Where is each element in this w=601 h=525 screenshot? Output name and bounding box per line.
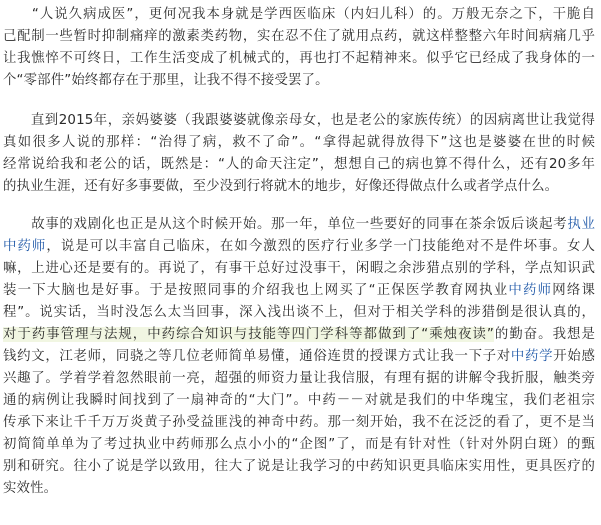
text-line <box>3 110 595 132</box>
text-segment: 网络课 <box>552 283 595 298</box>
keyword-link[interactable]: 中药学 <box>510 349 554 364</box>
text-line <box>3 4 595 26</box>
text-line <box>3 280 595 302</box>
text-line <box>3 70 595 92</box>
text-segment: “人说久病成医”，更何况我本身就是学西医临床（内妇儿科）的。万般无奈之下，干脆自 <box>3 7 595 22</box>
text-line <box>3 412 595 434</box>
text-segment: 嘛，上进心还是要有的。再说了，有事干总好过没事干，闲暇之余涉猎点别的学科，学点知识武 <box>3 261 595 276</box>
text-line <box>3 346 595 368</box>
text-line <box>3 258 595 280</box>
text-line <box>3 390 595 412</box>
text-segment: 兴趣了。学着学着忽然眼前一亮，超强的师资力量让我信服，有理有据的讲解令我折服，触类旁 <box>3 371 595 386</box>
text-segment: 初简简单单为了考过执业中药师那么点小小的“企图”了，而是有针对性（针对外阴白斑）的甄 <box>3 437 595 452</box>
text-segment: 开始感 <box>553 349 595 364</box>
paragraph-3 <box>3 214 595 500</box>
text-line <box>3 132 595 154</box>
text-segment: 实效性。 <box>3 481 58 496</box>
text-line <box>3 176 595 198</box>
text-line <box>3 478 595 500</box>
text-segment: 让我憔悴不可终日，工作生活变成了机械式的，再也打不起精神来。似乎它已经成了我身体的一 <box>3 51 595 66</box>
text-segment: 故事的戏剧化也正是从这个时候开始。那一年，单位一些要好的同事在茶余饭后谈起考 <box>3 217 568 232</box>
paragraph-1 <box>3 4 595 92</box>
text-segment: 程”。说实话，当时没怎么太当回事，深入浅出谈不上，但对于相关学科的涉猎倒是很认真的， <box>3 305 595 320</box>
keyword-link[interactable]: 执业 <box>567 217 595 232</box>
text-segment: ，说是可以丰富自己临床，在如今激烈的医疗行业多学一门技能绝对不是件坏事。女人 <box>46 239 595 254</box>
text-segment: 别和研究。往小了说是学以致用，往大了说是让我学习的中药知识更具临床实用性，更具医疗的 <box>3 459 595 474</box>
keyword-link[interactable]: 中药师 <box>3 239 47 254</box>
text-line <box>3 48 595 70</box>
text-segment: 真如很多人说的那样：“治得了病，救不了命”。“拿得起就得放得下”这也是婆婆在世的时候 <box>3 135 595 150</box>
text-line <box>3 324 595 346</box>
highlighted-text: 对于药事管理与法规， <box>3 327 148 342</box>
text-segment: 个“零部件”始终都存在于那里，让我不得不接受罢了。 <box>3 73 329 88</box>
text-segment: 的执业生涯，还有好多事要做，至少没到行将就木的地步，好像还得做点什么或者学点什么。 <box>3 179 559 194</box>
text-line <box>3 26 595 48</box>
text-line <box>3 456 595 478</box>
text-segment: 传承下来让千千万万炎黄子孙受益匪浅的神奇中药。那一刻开始，我不在泛泛的看了，更不是当 <box>3 415 595 430</box>
text-segment: 的勤奋。我想是 <box>494 327 595 342</box>
text-line <box>3 154 595 176</box>
text-segment: 钱约文，江老师，同骁之等几位老师简单易懂，通俗连贯的授课方式让我一下子对 <box>3 349 511 364</box>
text-segment: 通的病例让我瞬时间找到了一扇神奇的“大门”。中药－－对就是我们的中华瑰宝，我们老祖宗 <box>3 393 595 408</box>
text-segment: 经常说给我和老公的话，既然是：“人的命天注定”，想想自己的病也算不得什么，还有20多年 <box>3 157 595 172</box>
text-segment: 直到2015年，亲妈婆婆（我跟婆婆就像亲母女，也是老公的家族传统）的因病离世让我觉得 <box>3 113 595 128</box>
text-line <box>3 236 595 258</box>
text-line <box>3 368 595 390</box>
text-segment: 装一下大脑也是好事。于是按照同事的介绍我也上网买了“正保医学教育网执业 <box>3 283 509 298</box>
paragraph-2 <box>3 110 595 198</box>
text-line <box>3 214 595 236</box>
text-segment: 己配制一些暂时抑制痛痒的激素类药物，实在忍不住了就用点药，就这样整整六年时间病痛几乎 <box>3 29 595 44</box>
highlighted-text: 中药综合知识与技能等四门学科等都做到了“乘烛夜读” <box>147 327 495 342</box>
text-line <box>3 302 595 324</box>
keyword-link[interactable]: 中药师 <box>508 283 553 298</box>
text-line <box>3 434 595 456</box>
